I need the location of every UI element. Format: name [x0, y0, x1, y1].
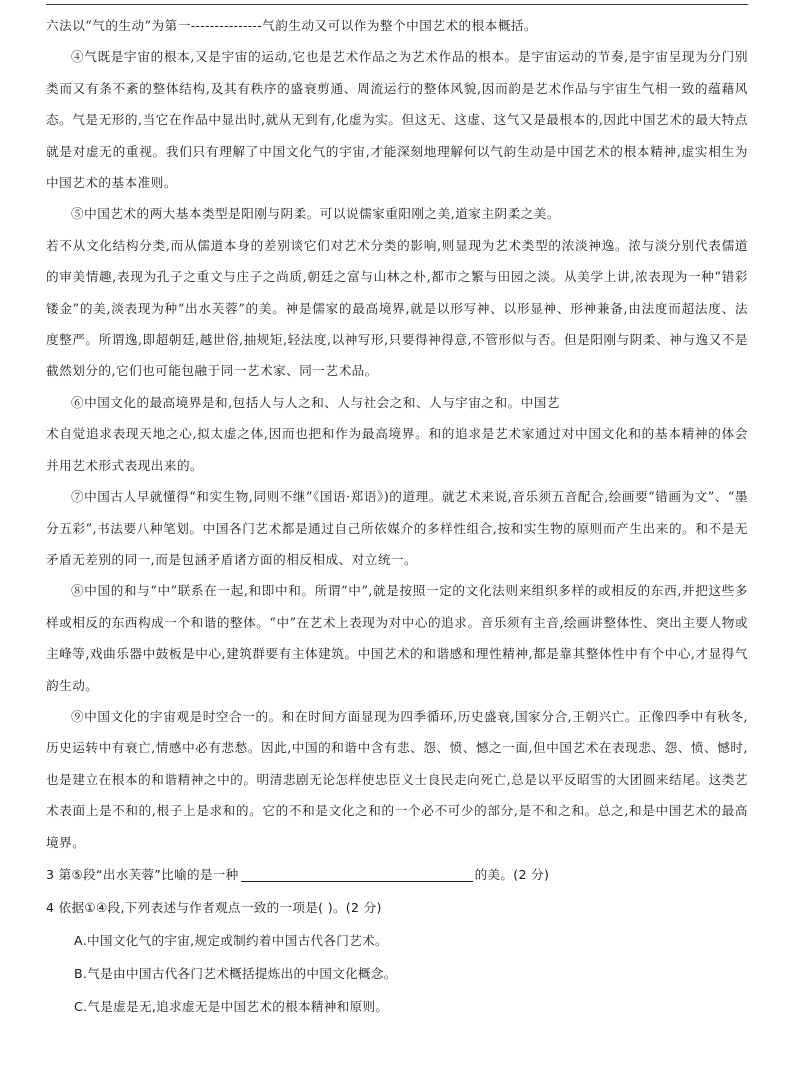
paragraph-8: ⑧中国的和与“中”联系在一起,和即中和。所谓“中”,就是按照一定的文化法则来组织多样的或相反的东西,并把这些多样或相反的东西构成一个和谐的整体。“中”在艺术上表现为对中心的追求。音乐须有主音,绘画讲整体性、突出主要人物或主峰等,戏曲乐器中鼓板是中心,建筑群要有主体建筑。中国艺术的和谐感和理性精神,都是靠其整体性中有个中心,才显得气韵生动。 — [46, 583, 748, 693]
question-3-suffix: 的美。(2 分) — [474, 866, 550, 882]
question-4-stem: 4 依据①④段,下列表述与作者观点一致的一项是( )。(2 分) — [46, 899, 382, 915]
answer-blank[interactable] — [241, 867, 473, 882]
option-c[interactable]: C.气是虚是无,追求虚无是中国艺术的根本精神和原则。 — [74, 998, 389, 1014]
paragraph-4: ④气既是宇宙的根本,又是宇宙的运动,它也是艺术作品之为艺术作品的根本。是宇宙运动的节奏,是宇宙呈现为分门别类而又有条不紊的整体结构,及其有秩序的盛衰剪通、周流运行的整体风貌,因而韵是艺术作品与宇宙生气相一致的蕴藉风态。气是无形的,当它在作品中显出时,就从无到有,化虚为实。但这无、这虚、这气又是最根本的,因此中国艺术的最大特点就是对虚无的重视。我们只有理解了中国文化气的宇宙,才能深刻地理解何以气韵生动是中国艺术的根本精神,虚实相生为中国艺术的基本准则。 — [46, 49, 748, 191]
paragraph-6-body: 术自觉追求表现天地之心,拟太虚之体,因而也把和作为最高境界。和的追求是艺术家通过对中国文化和的基本精神的体会并用艺术形式表现出来的。 — [46, 426, 748, 473]
option-a[interactable]: A.中国文化气的宇宙,规定或制约着中国古代各门艺术。 — [74, 932, 388, 948]
header-rule — [46, 4, 748, 5]
paragraph-6-first-line: ⑥中国文化的最高境界是和,包括人与人之和、人与社会之和、人与宇宙之和。中国艺 — [71, 394, 560, 410]
paragraph-7: ⑦中国古人早就懂得“和实生物,同则不继”《国语·郑语》)的道理。就艺术来说,音乐须五音配合,绘画要“错画为文”、“墨分五彩”,书法要八种笔划。中国各门艺术都是通过自己所依媒介的多样性组合,按和实生物的原则而产生出来的。和不是无矛盾无差别的同一,而是包涵矛盾诸方面的相反相成、对立统一。 — [46, 489, 748, 567]
paragraph-5-body: 若不从文化结构分类,而从儒道本身的差别谈它们对艺术分类的影响,则显现为艺术类型的浓淡神逸。浓与淡分别代表儒道的审美情趣,表现为孔子之重文与庄子之尚质,朝廷之富与山林之朴,都市之繁与田园之淡。从美学上讲,浓表现为一种“错彩镂金”的美,淡表现为种“出水芙蓉”的美。神是儒家的最高境界,就是以形写神、以形显神、形神兼备,由法度而超法度、法度整严。所谓逸,即超朝廷,越世俗,抽规矩,轻法度,以神写形,只要得神得意,不管形似与否。但是阳刚与阴柔、神与逸又不是截然划分的,它们也可能包融于同一艺术家、同一艺术品。 — [46, 237, 748, 379]
passage-intro-line: 六法以“气的生动”为第一---------------气韵生动又可以作为整个中国艺术的根本概括。 — [46, 18, 538, 33]
question-3 — [46, 858, 748, 891]
question-3-prefix: 3 第⑤段“出水芙蓉”比喻的是一种 — [46, 866, 239, 882]
option-b[interactable]: B.气是由中国古代各门艺术概括提炼出的中国文化概念。 — [74, 965, 397, 981]
reading-passage — [46, 10, 748, 1023]
paragraph-5-first-line: ⑤中国艺术的两大基本类型是阳刚与阴柔。可以说儒家重阳刚之美,道家主阴柔之美。 — [71, 206, 560, 222]
paragraph-9: ⑨中国文化的宇宙观是时空合一的。和在时间方面显现为四季循环,历史盛衰,国家分合,王朝兴亡。正像四季中有秋冬,历史运转中有衰亡,情感中必有悲愁。因此,中国的和谐中含有悲、怨、愤、憾之一面,但中国艺术在表现悲、怨、愤、憾时,也是建立在根本的和谐精神之中的。明清悲剧无论怎样使忠臣义士良民走向死亡,总是以平反昭雪的大团圆来结尾。这类艺术表面上是不和的,根子上是求和的。它的不和是文化之和的一个必不可少的部分,是不和之和。总之,和是中国艺术的最高境界。 — [46, 708, 748, 850]
